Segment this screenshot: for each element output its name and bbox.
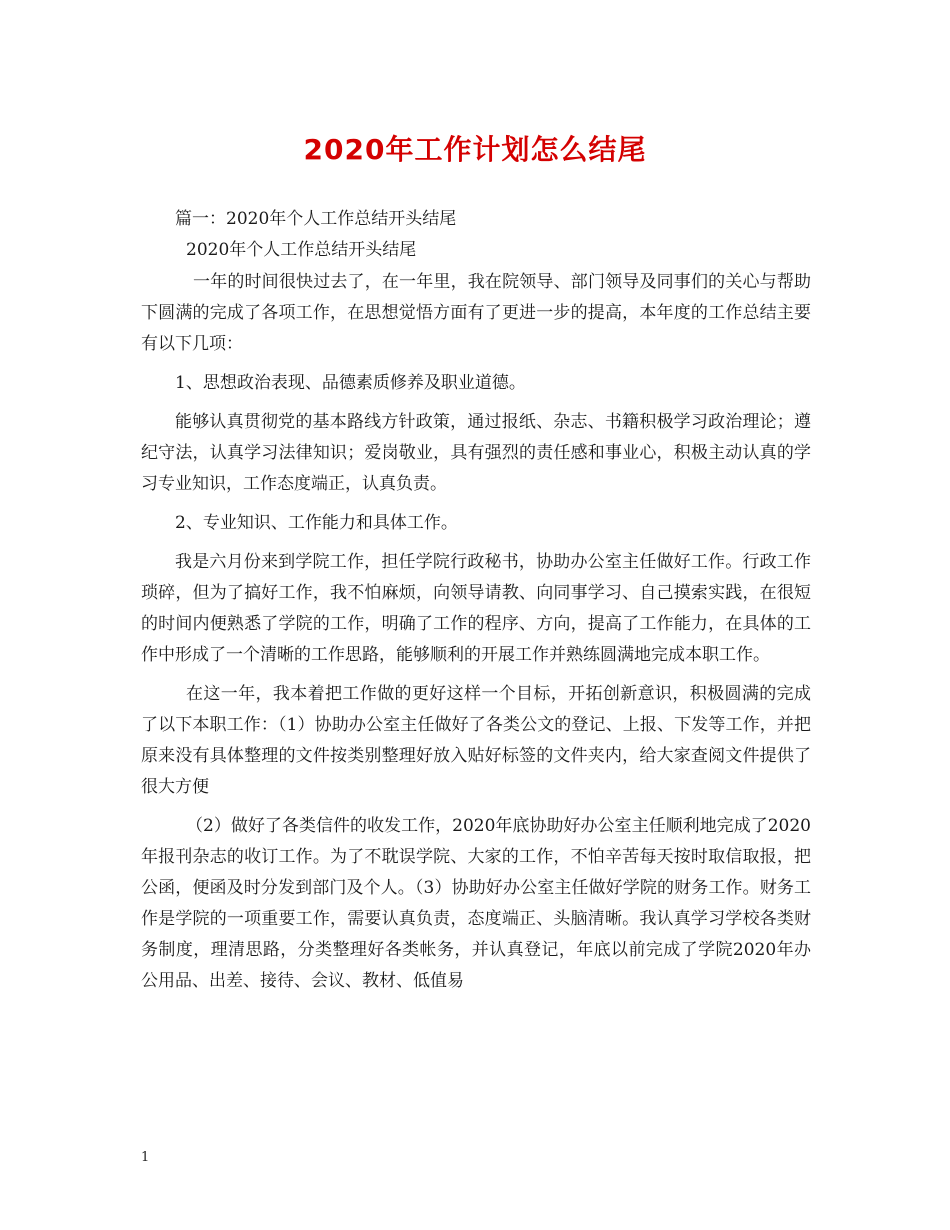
- item-heading-2: 2、专业知识、工作能力和具体工作。: [175, 513, 458, 533]
- subsection-heading: 2020年个人工作总结开头结尾: [186, 240, 417, 260]
- page-number: 1: [141, 1150, 150, 1165]
- intro-paragraph: 一年的时间很快过去了，在一年里，我在院领导、部门领导及同事们的关心与帮助下圆满的完成了各项工作，在思想觉悟方面有了更进一步的提高，本年度的工作总结主要有以下几项：: [141, 272, 811, 354]
- paragraph-3: 在这一年，我本着把工作做的更好这样一个目标，开拓创新意识，积极圆满的完成了以下本职工作：（1）协助办公室主任做好了各类公文的登记、上报、下发等工作，并把原来没有具体整理的文件按类别整理好放入贴好标签的文件夹内，给大家查阅文件提供了很大方便: [141, 684, 811, 797]
- section-heading: 篇一：2020年个人工作总结开头结尾: [175, 209, 457, 229]
- document-body: [141, 200, 811, 997]
- paragraph-1: 能够认真贯彻党的基本路线方针政策，通过报纸、杂志、书籍积极学习政治理论；遵纪守法，认真学习法律知识；爱岗敬业，具有强烈的责任感和事业心，积极主动认真的学习专业知识，工作态度端正，认真负责。: [141, 412, 811, 494]
- document-title: 2020年工作计划怎么结尾: [303, 133, 647, 166]
- paragraph-4: （2）做好了各类信件的收发工作，2020年底协助好办公室主任顺利地完成了2020年报刊杂志的收订工作。为了不耽误学院、大家的工作，不怕辛苦每天按时取信取报，把公函，便函及时分发到部门及个人。（3）协助好办公室主任做好学院的财务工作。财务工作是学院的一项重要工作，需要认真负责，态度端正、头脑清晰。我认真学习学校各类财务制度，理清思路，分类整理好各类帐务，并认真登记，年底以前完成了学院2020年办公用品、出差、接待、会议、教材、低值易: [141, 816, 811, 991]
- paragraph-2: 我是六月份来到学院工作，担任学院行政秘书，协助办公室主任做好工作。行政工作琐碎，但为了搞好工作，我不怕麻烦，向领导请教、向同事学习、自己摸索实践，在很短的时间内便熟悉了学院的工作，明确了工作的程序、方向，提高了工作能力，在具体的工作中形成了一个清晰的工作思路，能够顺利的开展工作并熟练圆满地完成本职工作。: [141, 552, 811, 665]
- item-heading-1: 1、思想政治表现、品德素质修养及职业道德。: [175, 373, 526, 393]
